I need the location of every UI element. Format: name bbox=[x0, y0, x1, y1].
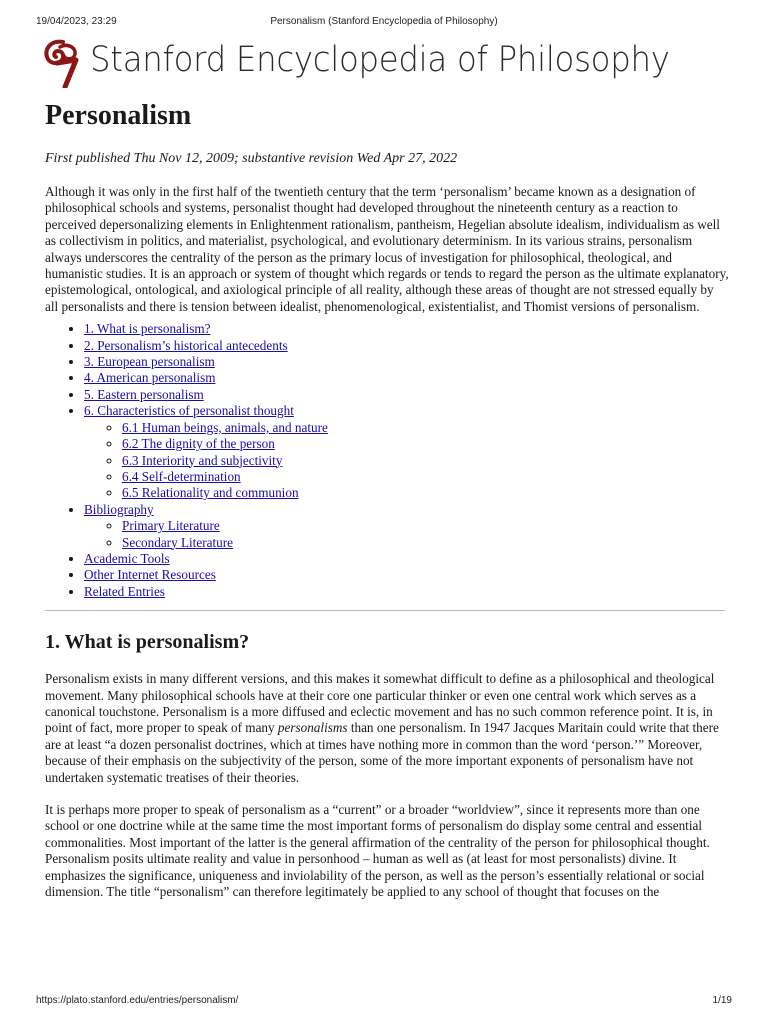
toc-link-american-personalism[interactable]: 4. American personalism bbox=[84, 370, 216, 386]
toc-link-primary-literature[interactable]: Primary Literature bbox=[122, 518, 220, 534]
toc-link-related-entries[interactable]: Related Entries bbox=[84, 583, 165, 599]
toc-sublist bbox=[84, 518, 730, 551]
site-title[interactable]: Stanford Encyclopedia of Philosophy bbox=[90, 40, 670, 80]
paragraph-text: Personalism exists in many different versions, and this makes it somewhat difficult to define as a philosophical and theological movement. Many philosophical schools have at their core one particular thinker or even one central work which serves as a canonical touchstone. Personalism is a more diffused and eclectic movement and has no such common reference point. It is, in point of fact, more proper to speak of many bbox=[45, 671, 715, 736]
body-paragraph: It is perhaps more proper to speak of personalism as a “current” or a broader “worldview”, since it represents more than one school or one doctrine while at the same time the most important forms of personalism do display some central and essential commonalities. Most important of the latter is the general affirmation of the centrality of the person for philosophical thought. Personalism posits ultimate reality and value in personhood – human as well as (at least for most personalists) divine. It emphasizes the significance, uniqueness and inviolability of the person, as well as the person’s essentially relational or social dimension. The title “personalism” can therefore legitimately be applied to any school of thought that focuses on the bbox=[45, 802, 710, 900]
toc-link-eastern-personalism[interactable]: 5. Eastern personalism bbox=[84, 386, 204, 402]
toc-item bbox=[84, 551, 730, 567]
print-footer bbox=[0, 995, 768, 1009]
entry-title: Personalism bbox=[45, 100, 192, 131]
print-header bbox=[0, 16, 768, 30]
body-paragraph bbox=[45, 671, 730, 786]
emphasized-text: personalisms bbox=[277, 720, 348, 736]
toc-link-european-personalism[interactable]: 3. European personalism bbox=[84, 354, 215, 370]
section-heading: 1. What is personalism? bbox=[45, 631, 250, 654]
toc-item bbox=[84, 403, 730, 501]
toc-link-academic-tools[interactable]: Academic Tools bbox=[84, 550, 170, 566]
toc-link-historical-antecedents[interactable]: 2. Personalism’s historical antecedents bbox=[84, 337, 288, 353]
table-of-contents bbox=[45, 321, 730, 600]
toc-link-interiority-subjectivity[interactable]: 6.3 Interiority and subjectivity bbox=[122, 452, 283, 468]
toc-link-other-internet-resources[interactable]: Other Internet Resources bbox=[84, 567, 216, 583]
toc-link-relationality-communion[interactable]: 6.5 Relationality and communion bbox=[122, 485, 299, 501]
toc-subitem bbox=[122, 436, 730, 452]
toc-item bbox=[84, 370, 730, 386]
print-url[interactable]: https://plato.stanford.edu/entries/personalism/ bbox=[36, 995, 239, 1006]
toc-subitem bbox=[122, 453, 730, 469]
toc-item bbox=[84, 338, 730, 354]
toc-item bbox=[84, 321, 730, 337]
print-page-title: Personalism (Stanford Encyclopedia of Philosophy) bbox=[270, 16, 498, 27]
toc-item bbox=[84, 354, 730, 370]
toc-link-characteristics[interactable]: 6. Characteristics of personalist thought bbox=[84, 403, 294, 419]
toc-subitem bbox=[122, 469, 730, 485]
toc-item bbox=[84, 387, 730, 403]
toc-link-human-beings-animals-nature[interactable]: 6.1 Human beings, animals, and nature bbox=[122, 419, 328, 435]
print-page-number: 1/19 bbox=[712, 995, 732, 1006]
publication-info: First published Thu Nov 12, 2009; substantive revision Wed Apr 27, 2022 bbox=[45, 151, 458, 166]
toc-sublist bbox=[84, 420, 730, 502]
toc-link-what-is-personalism[interactable]: 1. What is personalism? bbox=[84, 321, 211, 337]
toc-item bbox=[84, 502, 730, 551]
section-divider bbox=[45, 610, 725, 611]
preamble: Although it was only in the first half of the twentieth century that the term ‘personalism’ became known as a designation of philosophical schools and systems, personalist thought had developed throughout the nineteenth century as a reaction to perceived depersonalizing elements in Enlightenment rationalism, pantheism, Hegelian absolute idealism, individualism as well as collectivism in politics, and materialist, psychological, and evolutionary determinism. In its various strains, personalism always underscores the centrality of the person as the primary locus of investigation for philosophical, theological, and humanistic studies. It is an approach or system of thought which regards or tends to regard the person as the ultimate explanatory, epistemological, ontological, and axiological principle of all reality, although these areas of thought are not stressed equally by all personalists and there is tension between idealist, phenomenological, existentialist, and Thomist versions of personalism. bbox=[45, 184, 729, 314]
paragraph-text: than one personalism. In 1947 Jacques Maritain could write that there are at least “a dozen personalist doctrines, which at times have nothing more in common than the word ‘person.’” Moreover, because of their emphasis on the subjectivity of the person, some of the more important exponents of personalism have not undertaken systematic treatises of their theories. bbox=[45, 720, 719, 785]
toc-link-dignity-of-person[interactable]: 6.2 The dignity of the person bbox=[122, 436, 275, 452]
toc-link-secondary-literature[interactable]: Secondary Literature bbox=[122, 534, 233, 550]
toc-link-bibliography[interactable]: Bibliography bbox=[84, 501, 154, 517]
entry-content bbox=[45, 96, 730, 900]
toc-subitem bbox=[122, 535, 730, 551]
toc-item bbox=[84, 567, 730, 583]
toc-subitem bbox=[122, 485, 730, 501]
print-datetime: 19/04/2023, 23:29 bbox=[36, 16, 117, 27]
toc-link-self-determination[interactable]: 6.4 Self-determination bbox=[122, 468, 241, 484]
sep-logo-icon[interactable] bbox=[40, 38, 84, 88]
toc-subitem bbox=[122, 420, 730, 436]
toc-item bbox=[84, 584, 730, 600]
toc-subitem bbox=[122, 518, 730, 534]
